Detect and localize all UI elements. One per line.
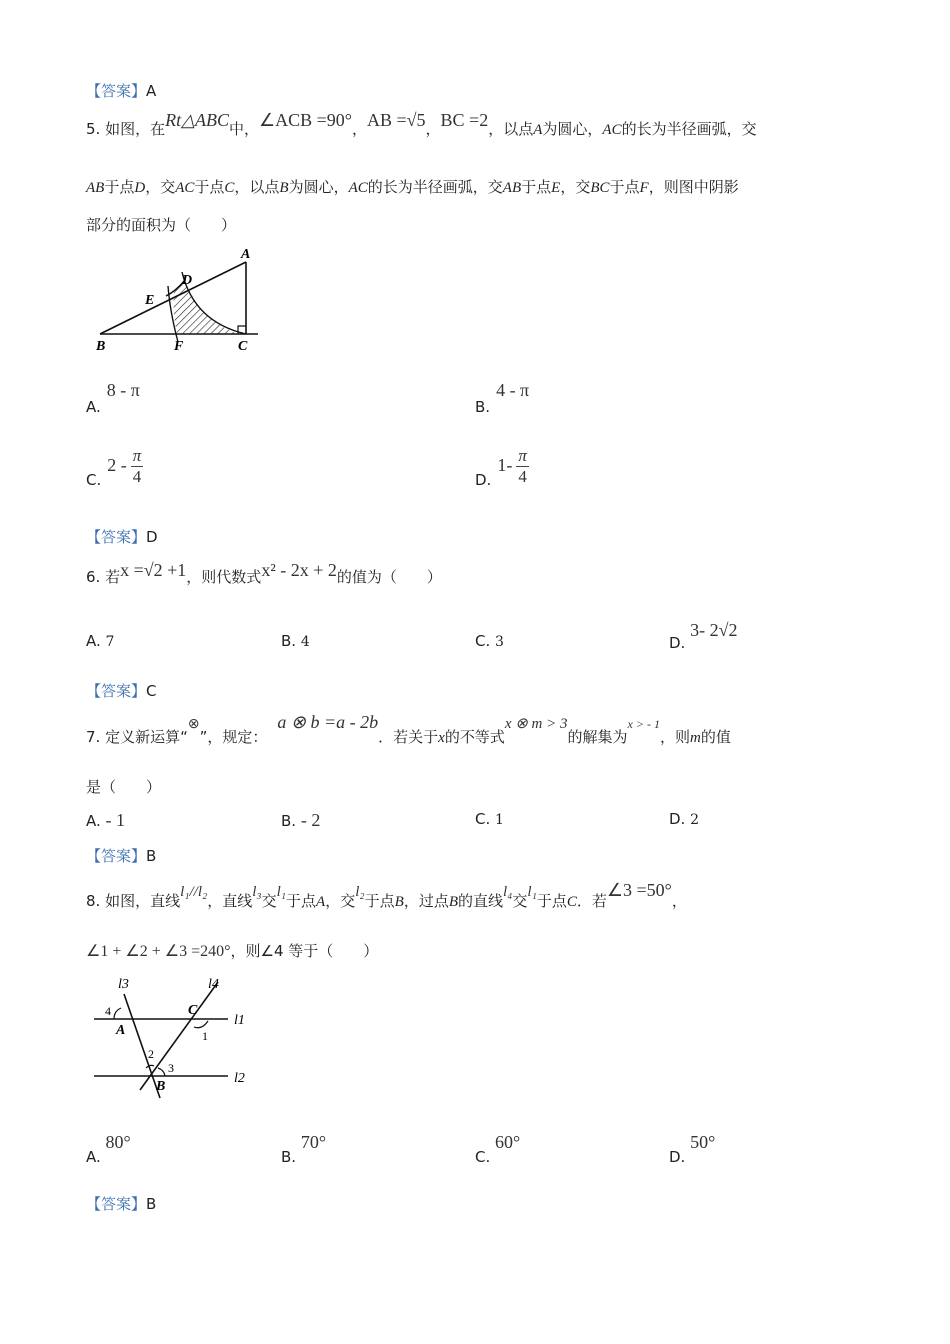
q7-answer [86,845,156,866]
fig-label-b: B [96,339,106,354]
text: ， [425,120,441,138]
q8-figure [88,972,258,1102]
text: ，则 [659,728,690,746]
answer-tag: 【答案】 [86,528,147,546]
fig-label-e: E [145,293,155,308]
option-value: 2 [690,812,700,828]
q5-option-a[interactable] [86,380,140,416]
option-value: 80° [105,1132,131,1152]
fig-label-c: C [238,339,248,354]
q5-option-d[interactable] [475,446,529,487]
text: ．若 [576,892,607,910]
math-angle3: ∠3 =50° [606,880,672,900]
math-ab: AB =√5 [366,110,426,130]
option-label: A. [86,398,101,416]
q8-option-a[interactable] [86,1132,131,1166]
question-number: 5. [86,120,101,138]
math-angle-sum: ∠1 + ∠2 + ∠3 =240° [86,943,231,960]
answer-tag: 【答案】 [86,1195,147,1213]
text: 交 [512,892,528,910]
answer-tag: 【答案】 [86,82,147,100]
option-value: 8 - π [106,380,140,400]
math-solution: x > - 1 [627,717,660,731]
math-l2: l₂ [355,884,365,900]
q5-option-c[interactable] [86,446,143,487]
text: ，以点 [488,120,534,138]
angle-mark-4 [114,1008,121,1019]
q6-line1 [86,560,442,587]
option-value-whole: 2 - [107,455,127,475]
q5-figure [90,242,270,357]
option-value: 3- 2√2 [690,620,738,640]
fig-label-l1: l1 [234,1013,245,1028]
option-value: 4 [300,634,310,650]
text: ，交 [560,178,591,196]
text: ，以点 [234,178,280,196]
option-label: A. [86,812,101,830]
fig-label-f: F [174,339,184,354]
option-value: 60° [495,1132,521,1152]
text: ，交 [145,178,176,196]
fraction-denominator: 4 [518,467,527,486]
fig-label-b: B [156,1079,166,1094]
text: 于点 [104,178,135,196]
option-label: B. [281,1148,297,1166]
text: 为圆心， [542,120,603,138]
point-label: B [448,894,458,910]
answer-value: B [146,847,157,865]
math-l1-second: l₁ [527,884,537,900]
question-number: 8. [86,892,101,910]
fraction-numerator: π [132,446,142,465]
text: ，则∠4 等于（ ） [230,942,379,960]
option-label: B. [475,398,491,416]
math-l1: l₁ [276,884,287,900]
text: ，则代数式 [186,568,262,586]
segment-label: AC [602,122,622,138]
q7-option-a[interactable] [86,810,125,831]
text: 的长为半径画弧，交 [621,120,757,138]
q4-answer [86,80,156,101]
math-rule: a ⊗ b =a - 2b [277,712,379,732]
option-value: 4 - π [496,380,530,400]
option-label: C. [475,1148,491,1166]
text: 若 [105,568,121,586]
math-otimes: ⊗ [187,717,200,732]
q7-option-c[interactable] [475,810,504,828]
fig-label-l3: l3 [118,977,129,992]
option-label: D. [475,471,492,489]
q8-line2 [86,940,378,961]
option-value: - 2 [300,810,321,830]
variable: x [438,730,445,746]
math-bc: BC =2 [440,110,489,130]
q5-option-b[interactable] [475,380,530,416]
point-label: D [134,180,146,196]
point-label: C [224,180,235,196]
q5-line2 [86,176,739,197]
math-expression: x² - 2x + 2 [261,560,337,580]
math-x-value: x =√2 +1 [120,560,187,580]
math-l3: l₃ [252,884,262,900]
text: 如图，直线 [105,892,181,910]
text: 的直线 [458,892,504,910]
math-angle-acb: ∠ACB =90° [258,110,352,130]
line-l3 [124,994,160,1098]
segment-label: AC [175,180,195,196]
point-label: B [394,894,404,910]
q8-option-d[interactable] [669,1132,716,1166]
fig-label-a: A [116,1023,126,1038]
q7-option-b[interactable] [281,810,320,831]
answer-value: A [146,82,157,100]
math-parallel: l₁//l₂ [180,884,208,900]
answer-tag: 【答案】 [86,682,147,700]
fig-label-d: D [182,273,193,288]
text: ，直线 [207,892,253,910]
fig-label-angle4: 4 [105,1004,111,1018]
text: 交 [261,892,277,910]
option-label: C. [475,810,491,828]
fig-label-l2: l2 [234,1071,245,1086]
text: 为圆心， [288,178,349,196]
answer-value: B [146,1195,157,1213]
fraction-denominator: 4 [132,467,142,486]
text: ，过点 [403,892,449,910]
option-label: A. [86,1148,101,1166]
math-l4: l₄ [503,884,513,900]
segment-label: AB [502,180,522,196]
text: 中， [228,120,259,138]
fig-label-l4: l4 [208,977,219,992]
option-value: 50° [690,1132,716,1152]
option-value: 1 [495,812,504,828]
q7-line2: 是（ ） [86,778,162,796]
text: 的长为半径画弧，交 [367,178,503,196]
fig-label-angle2: 2 [148,1047,154,1061]
math-rt-triangle: Rt△ABC [165,110,229,130]
option-label: B. [281,632,297,650]
q7-line1 [86,712,731,747]
q5-answer [86,526,158,547]
answer-value: D [146,528,158,546]
q8-option-c[interactable] [475,1132,521,1166]
q8-option-b[interactable] [281,1132,327,1166]
text: 于点 [364,892,395,910]
option-value: - 1 [105,810,126,830]
option-value-whole: 1- [497,455,513,475]
option-label: C. [475,632,491,650]
q7-option-d[interactable] [669,810,699,828]
answer-tag: 【答案】 [86,847,147,865]
option-label: D. [669,810,686,828]
option-label: B. [281,812,297,830]
segment-label: AB [86,180,105,196]
option-value: 7 [105,634,115,650]
text: 如图，在 [105,120,166,138]
option-label: D. [669,634,686,652]
q6-option-d[interactable] [669,620,738,652]
text: 于点 [521,178,552,196]
text: ， [671,892,687,910]
q5-line1 [86,110,757,139]
angle-mark-1 [194,1021,208,1028]
text: ，交 [325,892,356,910]
text: ．若关于 [378,728,439,746]
text: 于点 [609,178,640,196]
q6-option-b[interactable] [281,632,310,650]
question-number: 6. [86,568,101,586]
q6-option-c[interactable] [475,632,504,650]
text: 的不等式 [444,728,505,746]
fraction-numerator: π [518,446,527,465]
q6-answer [86,680,157,701]
point-label: E [551,180,561,196]
fig-label-a: A [241,247,251,262]
point-label: A [533,122,543,138]
q8-answer [86,1193,156,1214]
fig-label-angle1: 1 [202,1029,208,1043]
angle-mark-3 [158,1068,165,1076]
point-label: F [639,180,649,196]
text: ”，规定： [199,728,268,746]
text: ， [351,120,367,138]
fig-label-c: C [188,1003,198,1018]
fig-label-angle3: 3 [168,1061,174,1075]
q6-option-a[interactable] [86,632,114,650]
text: 定义新运算“ [105,728,188,746]
option-label: C. [86,471,102,489]
option-label: A. [86,632,101,650]
segment-label: AC [348,180,368,196]
math-inequality: x ⊗ m > 3 [504,716,568,732]
point-label: A [316,894,326,910]
option-value: 3 [495,634,504,650]
text: 于点 [536,892,567,910]
option-label: D. [669,1148,686,1166]
text: 的值 [700,728,731,746]
q8-line1 [86,880,687,911]
point-label: C [566,894,577,910]
text: 于点 [194,178,225,196]
text: 于点 [286,892,317,910]
text: 的解集为 [567,728,628,746]
option-value: 70° [300,1132,327,1152]
point-label: B [279,180,289,196]
text: 的值为（ ） [336,568,442,586]
question-number: 7. [86,728,101,746]
segment-label: BC [590,180,610,196]
variable: m [689,730,701,746]
answer-value: C [146,682,157,700]
text: ，则图中阴影 [648,178,739,196]
q5-line3: 部分的面积为（ ） [86,216,237,234]
